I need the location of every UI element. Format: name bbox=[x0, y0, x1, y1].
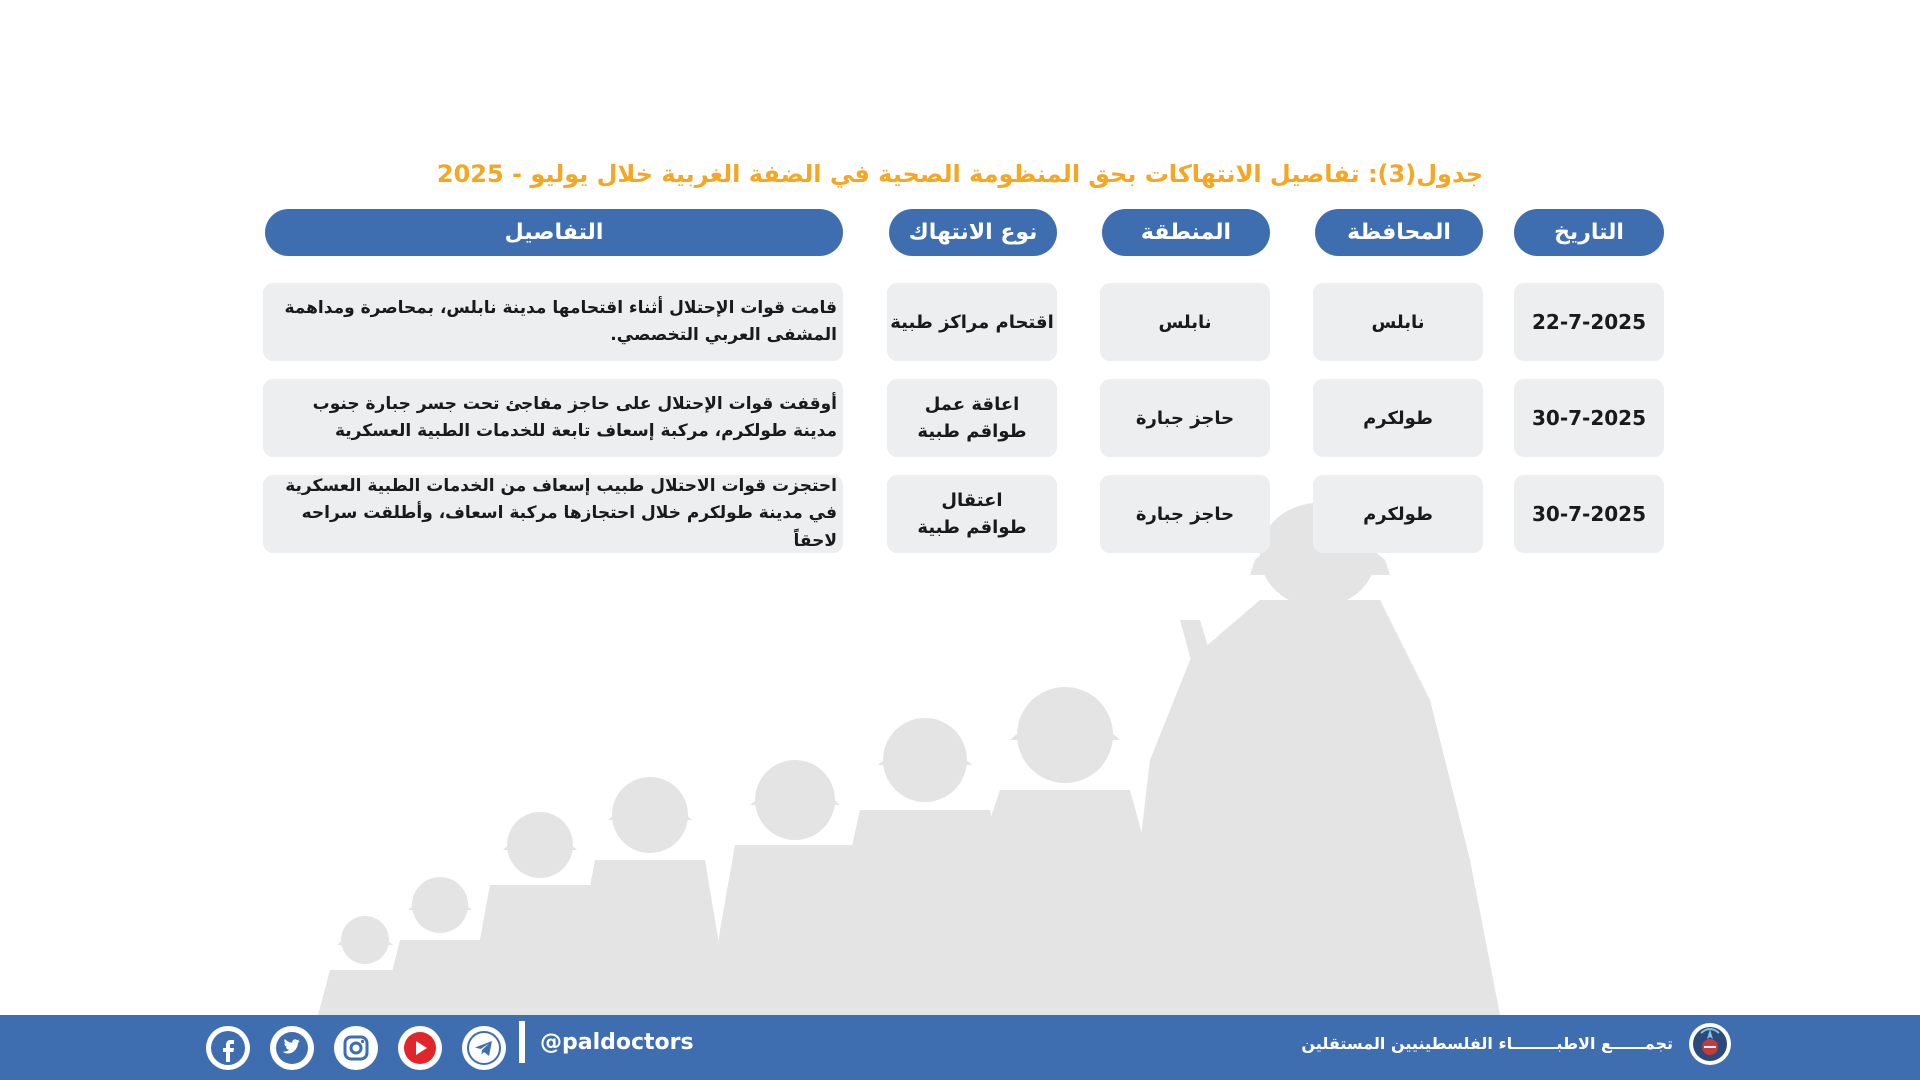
instagram-icon[interactable] bbox=[334, 1026, 378, 1070]
header-details: التفاصيل bbox=[265, 209, 843, 256]
organization-name: تجمــــــع الاطبــــــــاء الفلسطينيين المستقلين bbox=[1301, 1034, 1673, 1053]
footer-divider bbox=[519, 1021, 525, 1063]
table-row-2-details: أوقفت قوات الإحتلال على حاجز مفاجئ تحت جسر جبارة جنوب مدينة طولكرم، مركبة إسعاف تابعة للخدمات الطبية العسكرية bbox=[263, 379, 843, 457]
table-row-3-violation-type: اعتقال طواقم طبية bbox=[887, 475, 1057, 553]
header-violation-type: نوع الانتهاك bbox=[889, 209, 1057, 256]
table-row-3-date: 30-7-2025 bbox=[1514, 475, 1664, 553]
organization-logo-icon bbox=[1687, 1021, 1733, 1067]
social-handle[interactable]: @paldoctors bbox=[540, 1030, 694, 1055]
table-row-1-details: قامت قوات الإحتلال أثناء اقتحامها مدينة نابلس، بمحاصرة ومداهمة المشفى العربي التخصصي. bbox=[263, 283, 843, 361]
header-date: التاريخ bbox=[1514, 209, 1664, 256]
table-row-3-details: احتجزت قوات الاحتلال طبيب إسعاف من الخدمات الطبية العسكرية في مدينة طولكرم خلال احتجازها مركبة اسعاف، وأطلقت سراحه لاحقاً bbox=[263, 475, 843, 553]
twitter-icon[interactable] bbox=[270, 1026, 314, 1070]
table-row-1-violation-type: اقتحام مراكز طبية bbox=[887, 283, 1057, 361]
table-row-2-date: 30-7-2025 bbox=[1514, 379, 1664, 457]
table-row-2-area: حاجز جبارة bbox=[1100, 379, 1270, 457]
table-row-1-date: 22-7-2025 bbox=[1514, 283, 1664, 361]
telegram-icon[interactable] bbox=[462, 1026, 506, 1070]
table-row-2-violation-type: اعاقة عمل طواقم طبية bbox=[887, 379, 1057, 457]
table-row-3-governorate: طولكرم bbox=[1313, 475, 1483, 553]
table-row-1-governorate: نابلس bbox=[1313, 283, 1483, 361]
header-area: المنطقة bbox=[1102, 209, 1270, 256]
table-row-3-area: حاجز جبارة bbox=[1100, 475, 1270, 553]
table-row-1-area: نابلس bbox=[1100, 283, 1270, 361]
table-title: جدول(3): تفاصيل الانتهاكات بحق المنظومة الصحية في الضفة الغربية خلال يوليو - 2025 bbox=[436, 160, 1484, 188]
table-row-2-governorate: طولكرم bbox=[1313, 379, 1483, 457]
header-governorate: المحافظة bbox=[1315, 209, 1483, 256]
facebook-icon[interactable] bbox=[206, 1026, 250, 1070]
youtube-icon[interactable] bbox=[398, 1026, 442, 1070]
